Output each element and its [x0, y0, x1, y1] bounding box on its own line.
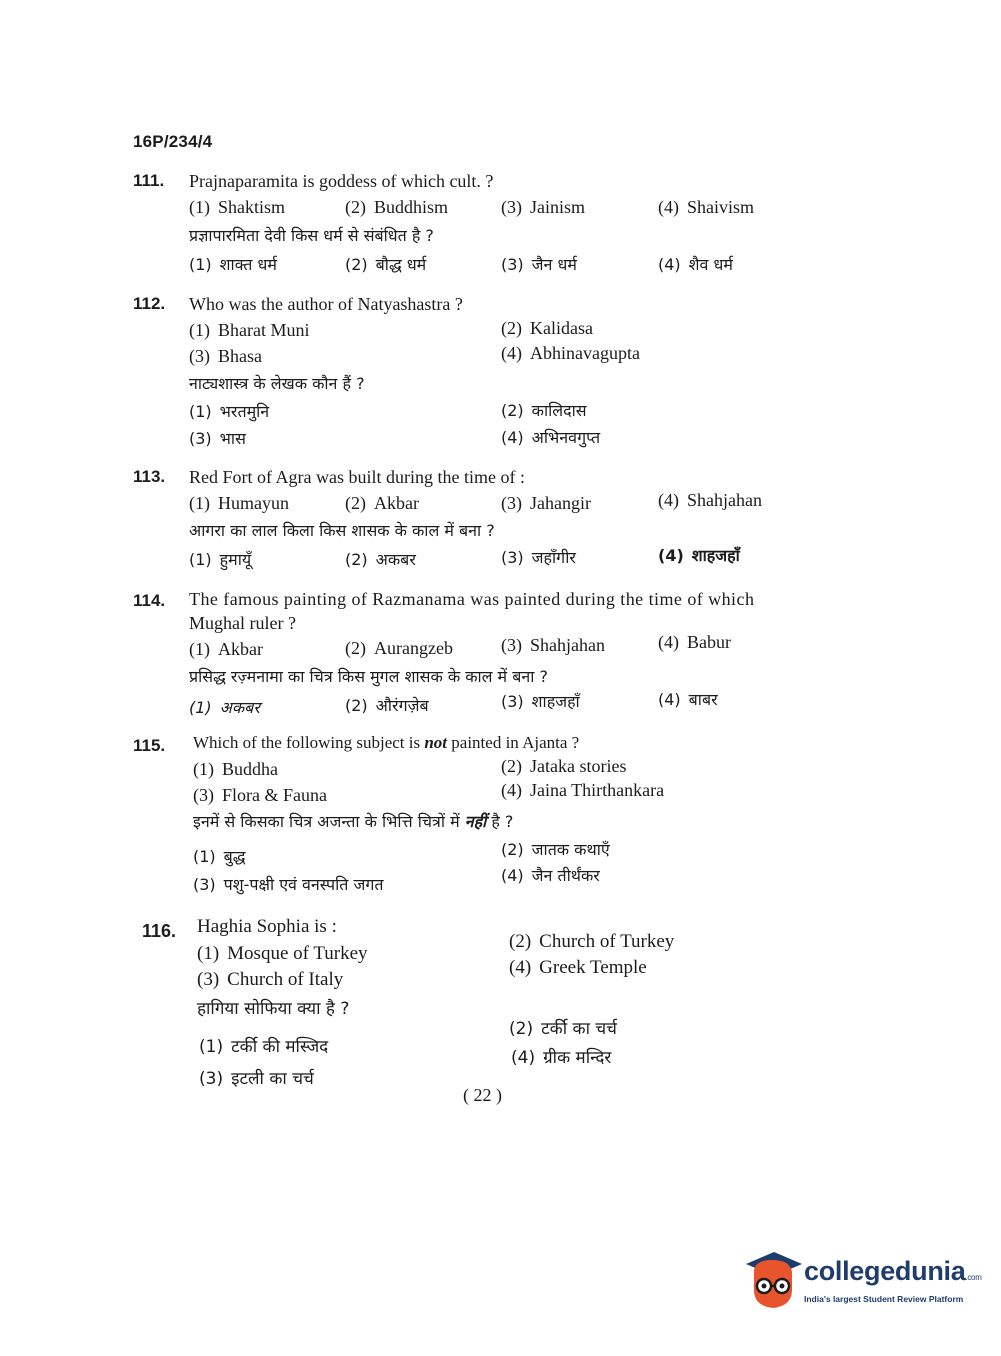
- option-4-hi: (4) जैन तीर्थंकर: [501, 866, 600, 885]
- option-3-en: (3) Shahjahan: [501, 635, 605, 655]
- question-number: 116.: [142, 921, 177, 941]
- option-4-hi: (4) बाबर: [658, 690, 718, 709]
- question-text-hi: प्रसिद्ध रज़्मनामा का चित्र किस मुगल शासक के काल में बना ?: [189, 667, 548, 686]
- option-4-en: (4) Babur: [658, 632, 731, 652]
- option-4-en: (4) Shahjahan: [658, 490, 762, 510]
- question-text-en: The famous painting of Razmanama was painted during the time of which: [189, 589, 755, 609]
- question-number: 111.: [133, 171, 165, 190]
- option-3-hi: (3) इटली का चर्च: [199, 1069, 314, 1089]
- paper-code: 16P/234/4: [133, 132, 213, 151]
- option-4-hi: (4) शाहजहाँ: [658, 546, 740, 565]
- option-2-en: (2) Church of Turkey: [509, 931, 675, 952]
- option-2-en: (2) Aurangzeb: [345, 638, 453, 658]
- question-text-en: Red Fort of Agra was built during the time of :: [189, 467, 525, 487]
- question-text-hi: प्रज्ञापारमिता देवी किस धर्म से संबंधित है ?: [189, 226, 434, 245]
- option-2-hi: (2) औरंगज़ेब: [345, 696, 429, 715]
- option-3-en: (3) Jainism: [501, 197, 586, 217]
- question-text-en: Haghia Sophia is :: [197, 916, 337, 937]
- collegedunia-logo: [742, 1250, 982, 1312]
- logo-wordmark: collegedunia.com: [804, 1256, 982, 1286]
- option-4-hi: (4) शैव धर्म: [658, 255, 733, 274]
- option-3-hi: (3) शाहजहाँ: [501, 692, 580, 711]
- option-4-hi: (4) ग्रीक मन्दिर: [511, 1048, 612, 1068]
- option-2-hi: (2) बौद्ध धर्म: [345, 255, 427, 274]
- option-1-hi: (1) शाक्त धर्म: [189, 255, 277, 274]
- question-text-hi: नाट्यशास्त्र के लेखक कौन हैं ?: [189, 374, 365, 393]
- option-2-hi: (2) अकबर: [345, 550, 416, 569]
- option-3-hi: (3) जैन धर्म: [501, 255, 577, 274]
- option-3-en: (3) Church of Italy: [197, 969, 344, 990]
- option-1-hi: (1) टर्की की मस्जिद: [199, 1037, 329, 1057]
- option-1-hi: (1) भरतमुनि: [189, 402, 270, 421]
- question-number: 112.: [133, 294, 166, 313]
- mascot-icon: [742, 1250, 804, 1312]
- question-text-hi: इनमें से किसका चित्र अजन्ता के भित्ति चित्रों में नहीं है ?: [193, 812, 514, 831]
- option-2-hi: (2) जातक कथाएँ: [501, 840, 610, 859]
- option-1-hi: (1) हुमायूँ: [189, 550, 252, 569]
- question-text-en: Prajnaparamita is goddess of which cult. ?: [189, 171, 494, 191]
- question-number: 115.: [133, 736, 166, 755]
- option-3-en: (3) Bhasa: [189, 346, 262, 366]
- option-4-en: (4) Shaivism: [658, 197, 755, 217]
- option-1-en: (1) Akbar: [189, 639, 263, 659]
- logo-tagline: India's largest Student Review Platform: [804, 1294, 964, 1304]
- option-3-hi: (3) भास: [189, 429, 246, 448]
- option-1-en: (1) Bharat Muni: [189, 320, 310, 340]
- option-4-en: (4) Jaina Thirthankara: [501, 780, 665, 800]
- question-text-en-cont: Mughal ruler ?: [189, 613, 296, 633]
- option-3-hi: (3) पशु-पक्षी एवं वनस्पति जगत: [193, 875, 384, 894]
- option-2-hi: (2) कालिदास: [501, 401, 587, 420]
- option-4-hi: (4) अभिनवगुप्त: [501, 428, 601, 447]
- option-4-en: (4) Greek Temple: [509, 957, 647, 978]
- option-2-en: (2) Akbar: [345, 493, 419, 513]
- option-4-en: (4) Abhinavagupta: [501, 343, 640, 363]
- option-2-en: (2) Kalidasa: [501, 318, 593, 338]
- option-3-en: (3) Flora & Fauna: [193, 785, 327, 805]
- option-2-en: (2) Jataka stories: [501, 756, 627, 776]
- option-3-hi: (3) जहाँगीर: [501, 548, 576, 567]
- option-1-en: (1) Mosque of Turkey: [197, 943, 368, 964]
- option-2-hi: (2) टर्की का चर्च: [509, 1019, 617, 1039]
- question-text-en: Which of the following subject is not painted in Ajanta ?: [193, 733, 580, 752]
- page-number: ( 22 ): [463, 1085, 502, 1105]
- option-1-hi: (1) अकबर: [189, 698, 260, 717]
- question-number: 114.: [133, 591, 166, 610]
- question-text-hi: आगरा का लाल किला किस शासक के काल में बना ?: [189, 521, 495, 540]
- question-number: 113.: [133, 467, 166, 486]
- option-3-en: (3) Jahangir: [501, 493, 591, 513]
- option-1-en: (1) Shaktism: [189, 197, 286, 217]
- option-2-en: (2) Buddhism: [345, 197, 449, 217]
- option-1-en: (1) Buddha: [193, 759, 278, 779]
- option-1-hi: (1) बुद्ध: [193, 847, 246, 866]
- question-text-hi: हागिया सोफिया क्या है ?: [197, 999, 350, 1019]
- question-text-en: Who was the author of Natyashastra ?: [189, 294, 463, 314]
- option-1-en: (1) Humayun: [189, 493, 289, 513]
